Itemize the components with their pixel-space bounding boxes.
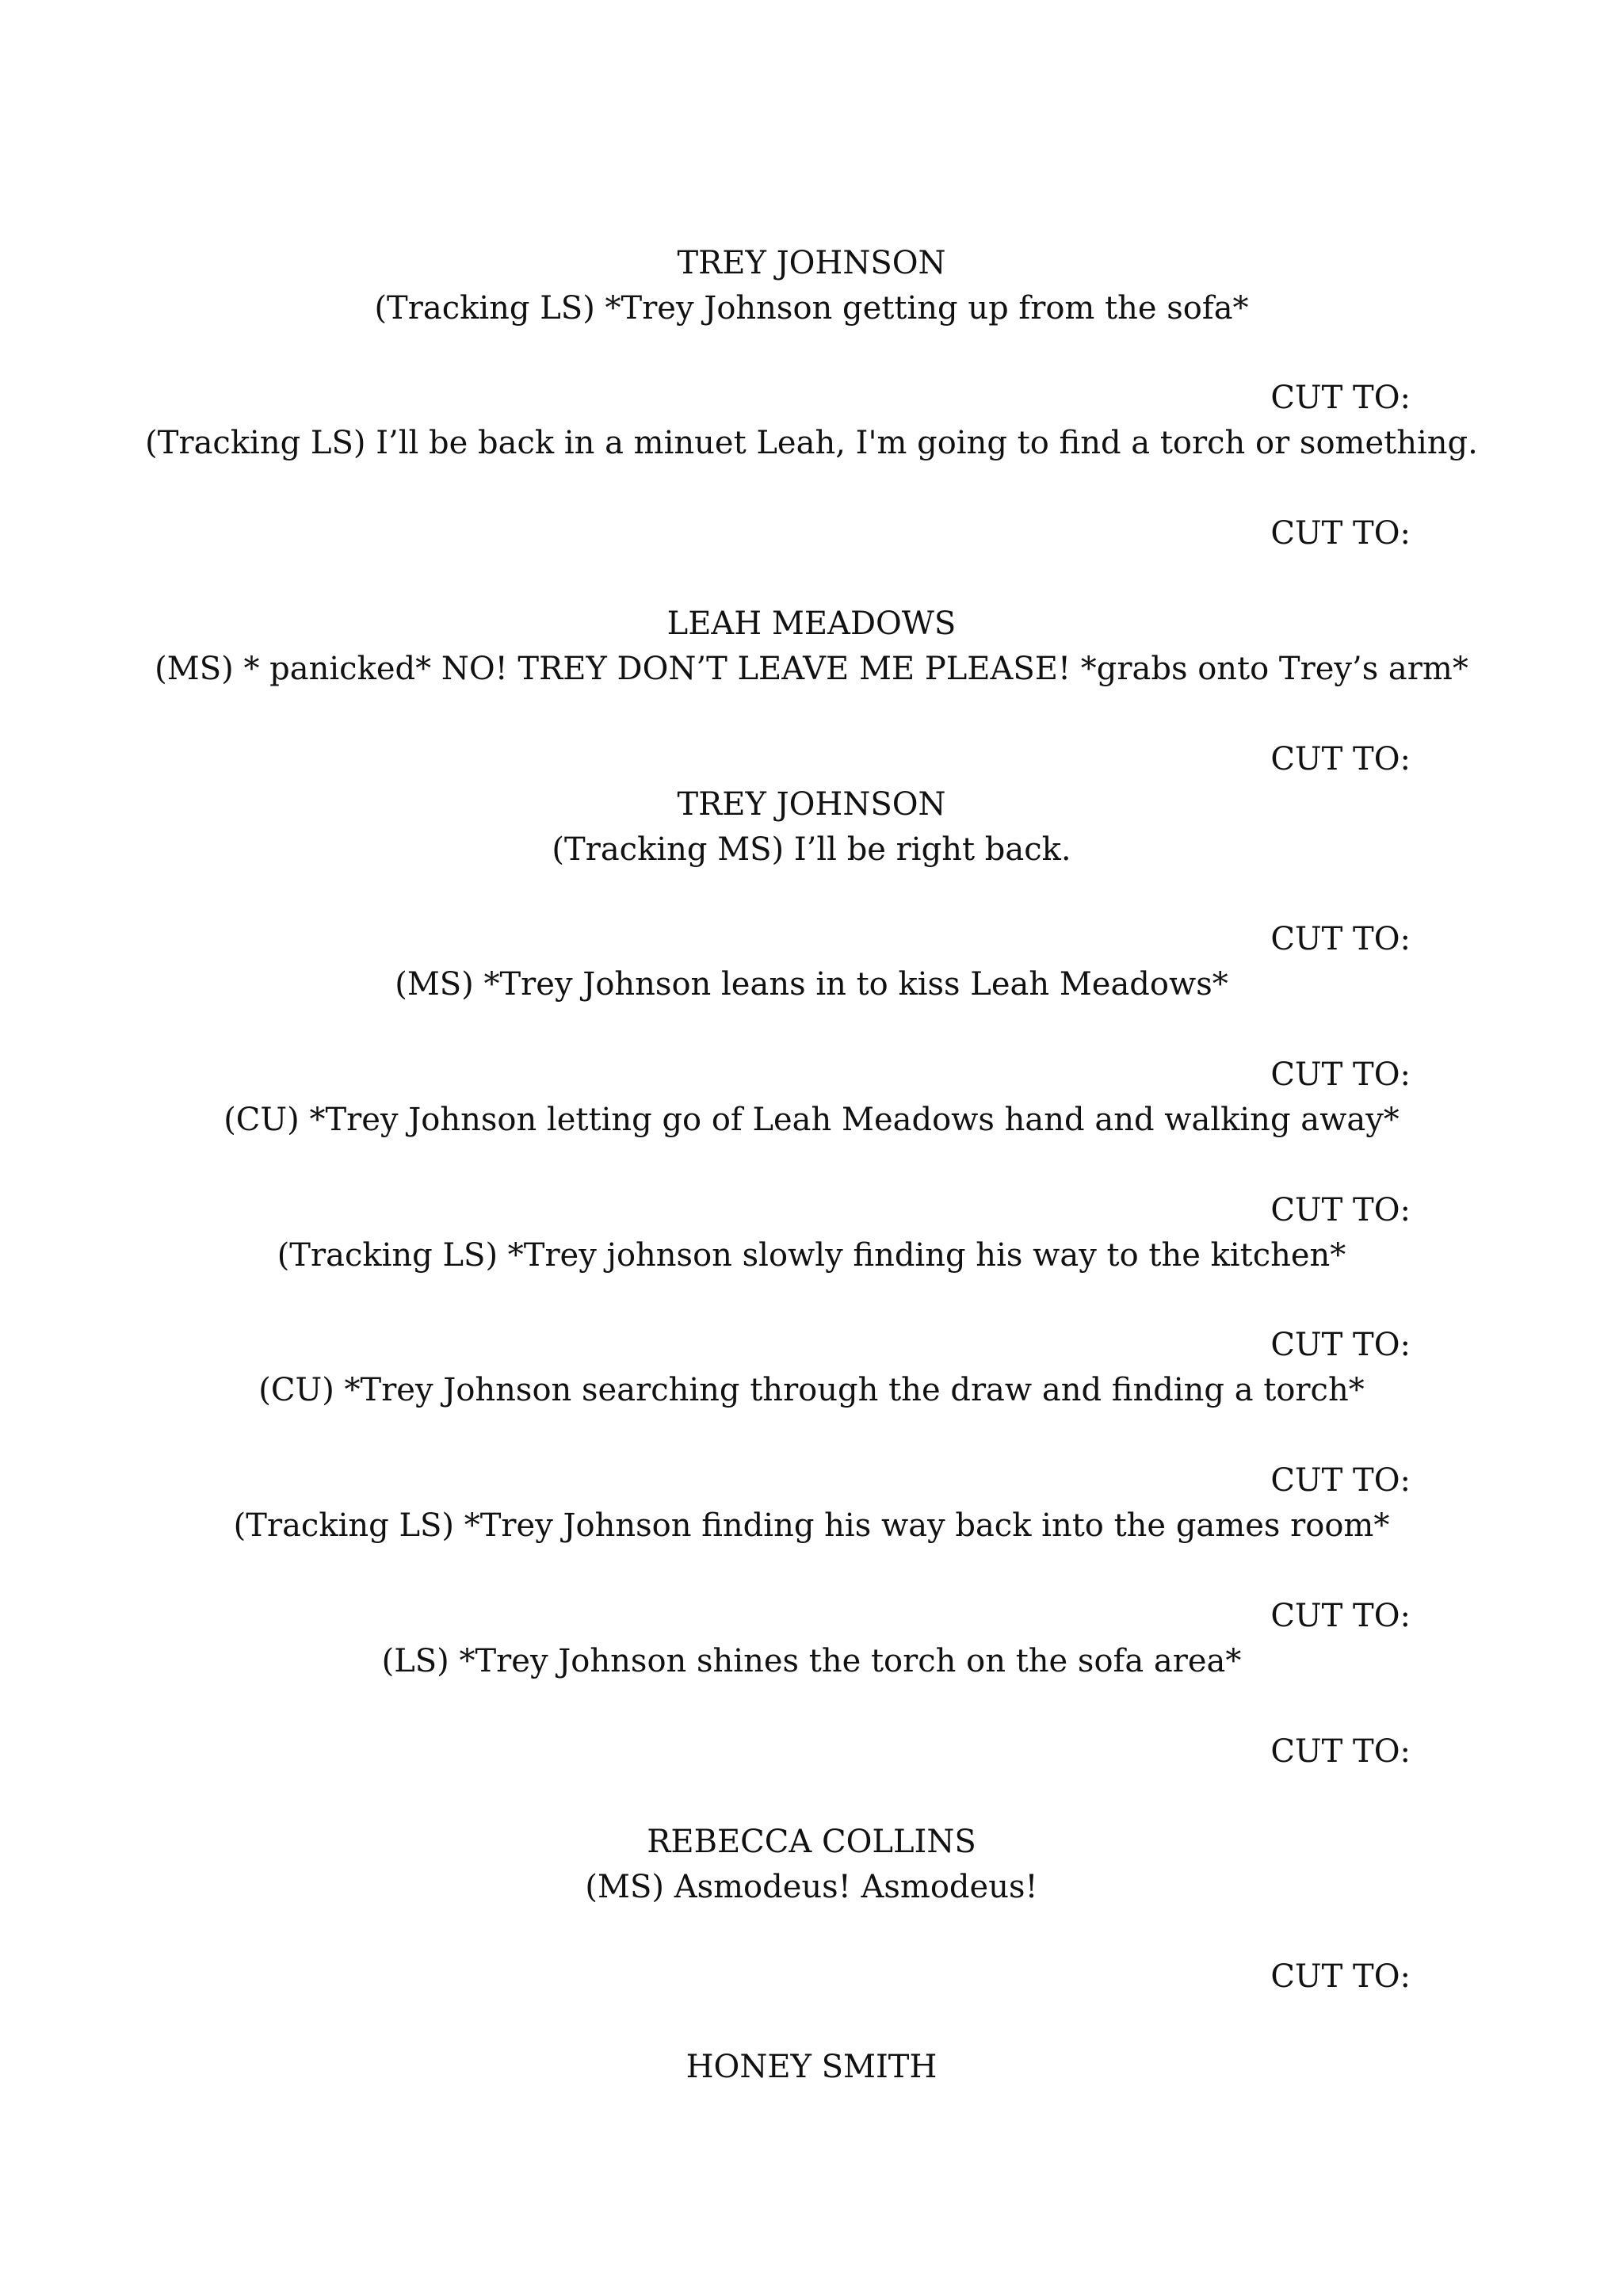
character-name-leah-meadows: LEAH MEADOWS (666, 606, 957, 642)
transition-cut-to: CUT TO: (1270, 1733, 1411, 1770)
transition-cut-to: CUT TO: (1270, 921, 1411, 957)
action-line: (CU) *Trey Johnson letting go of Leah Meadows hand and walking away* (223, 1102, 1400, 1138)
character-name-trey-johnson: TREY JOHNSON (677, 245, 946, 281)
transition-cut-to: CUT TO: (1270, 1598, 1411, 1634)
transition-cut-to: CUT TO: (1270, 1958, 1411, 1995)
dialogue-line: (Tracking MS) I’ll be right back. (552, 831, 1071, 868)
action-line: (Tracking LS) *Trey Johnson finding his way back into the games room* (233, 1507, 1390, 1544)
dialogue-line: (MS) Asmodeus! Asmodeus! (585, 1869, 1038, 1905)
transition-cut-to: CUT TO: (1270, 741, 1411, 777)
action-line: (MS) *Trey Johnson leans in to kiss Leah Meadows* (395, 966, 1228, 1003)
action-line: (CU) *Trey Johnson searching through the draw and finding a torch* (258, 1372, 1365, 1408)
dialogue-line: (Tracking LS) I’ll be back in a minuet Leah, I'm going to find a torch or something. (145, 425, 1478, 461)
action-line: (Tracking LS) *Trey Johnson getting up from the sofa* (374, 290, 1249, 327)
action-line: (Tracking LS) *Trey johnson slowly finding his way to the kitchen* (277, 1237, 1346, 1274)
action-line: (LS) *Trey Johnson shines the torch on the sofa area* (381, 1643, 1242, 1679)
dialogue-line: (MS) * panicked* NO! TREY DON’T LEAVE ME PLEASE! *grabs onto Trey’s arm* (155, 651, 1468, 687)
character-name-trey-johnson: TREY JOHNSON (677, 786, 946, 823)
character-name-rebecca-collins: REBECCA COLLINS (647, 1824, 976, 1860)
character-name-honey-smith: HONEY SMITH (685, 2049, 938, 2085)
transition-cut-to: CUT TO: (1270, 1192, 1411, 1228)
transition-cut-to: CUT TO: (1270, 515, 1411, 552)
transition-cut-to: CUT TO: (1270, 1462, 1411, 1499)
transition-cut-to: CUT TO: (1270, 380, 1411, 416)
transition-cut-to: CUT TO: (1270, 1056, 1411, 1093)
transition-cut-to: CUT TO: (1270, 1327, 1411, 1363)
